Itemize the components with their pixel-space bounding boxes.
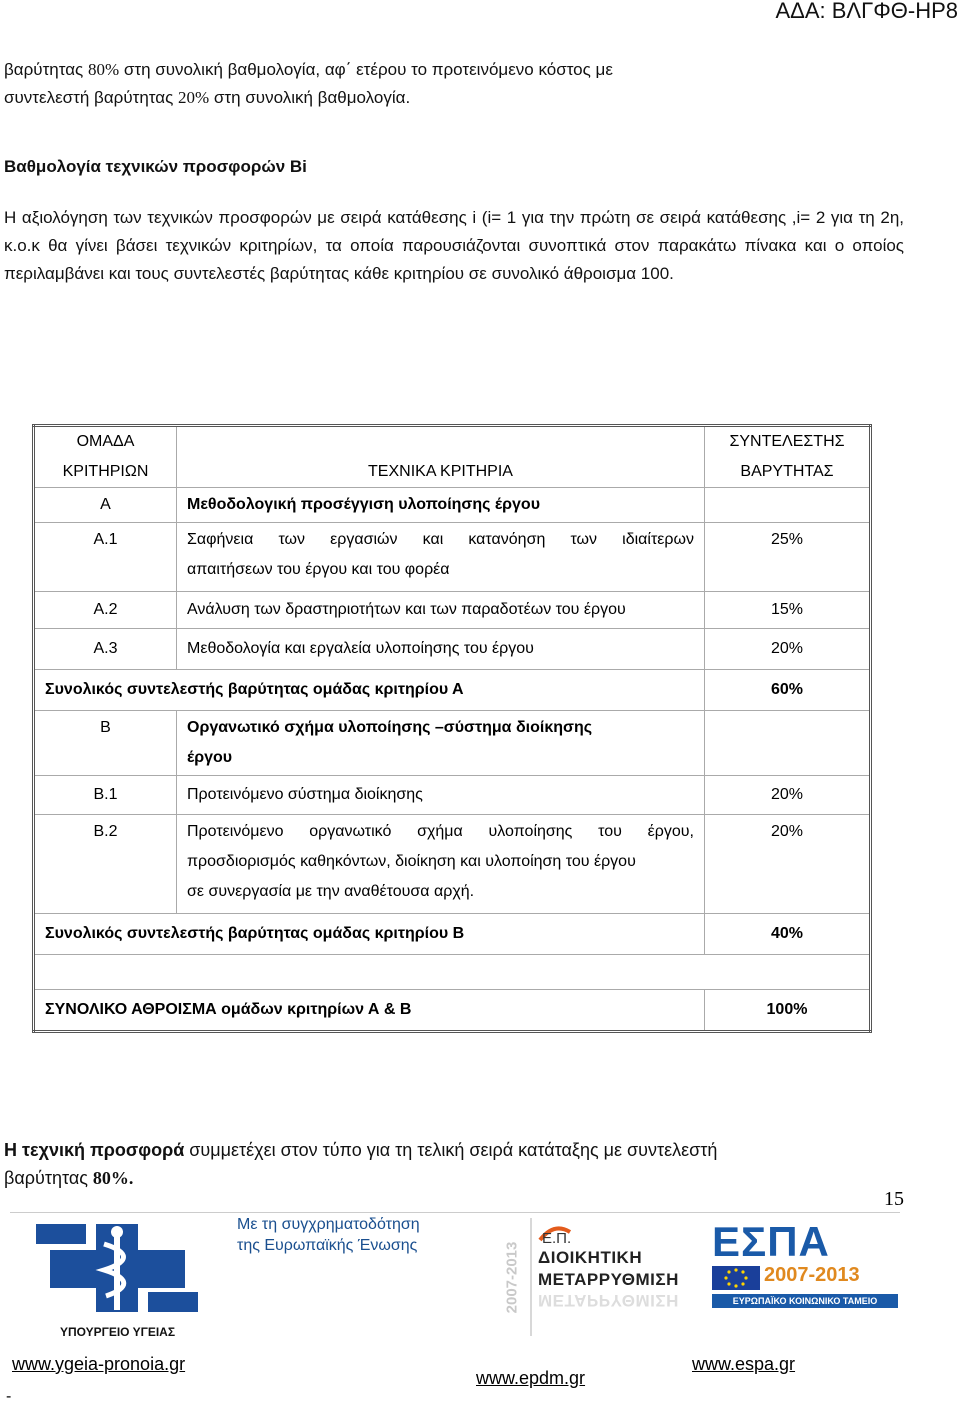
- section-paragraph: Η αξιολόγηση των τεχνικών προσφορών με σειρά κατάθεσης i (i= 1 για την πρώτη σε σειρά κατάθεσης ,i= 2 για τη 2η, κ.ο.κ θα γίνει βάσει τεχνικών κριτηρίων, τα οποία παρουσιάζονται συνοπτικά στον παρακάτω πίνακα και ο οποίος περιλαμβάνει και τους συντελεστές βαρύτητας κάθε κριτηρίου σε συνολικό άθροισμα 100.: [4, 208, 904, 283]
- group-a-row: [34, 488, 871, 523]
- group-total-row: [34, 670, 871, 711]
- intro-percent: 80%: [87, 60, 120, 79]
- espa-title: ΕΣΠΑ: [712, 1218, 830, 1265]
- criterion-text: Μεθοδολογία και εργαλεία υλοποίησης του έργου: [177, 629, 705, 670]
- group-total-row: [34, 914, 871, 955]
- spacer-row: [34, 955, 871, 990]
- ep-title-reflection: ΜΕΤΑΡΡΥΘΜΙΣΗ: [538, 1291, 679, 1310]
- health-cross-icon: [30, 1218, 205, 1318]
- outro-paragraph: Η τεχνική προσφορά συμμετέχει στον τύπο για τη τελική σειρά κατάταξης με συντελεστή βαρύτητας 80%.: [4, 1140, 718, 1188]
- espa-years: 2007-2013: [764, 1264, 860, 1286]
- footer-dash: -: [6, 1388, 12, 1405]
- grand-total-row: [34, 990, 871, 1032]
- header-weight: ΣΥΝΤΕΛΕΣΤΗΣ ΒΑΡΥΤΗΤΑΣ: [705, 426, 871, 488]
- criterion-weight: 25%: [705, 523, 871, 592]
- group-code: Α: [34, 488, 177, 523]
- link-ygeia[interactable]: www.ygeia-pronoia.gr: [12, 1354, 186, 1374]
- ep-title-line2: ΜΕΤΑΡΡΥΘΜΙΣΗ: [538, 1270, 679, 1289]
- page-number: 15: [884, 1188, 904, 1210]
- table-row: [34, 629, 871, 670]
- header-criteria: ΤΕΧΝΙΚΑ ΚΡΙΤΗΡΙΑ: [177, 426, 705, 488]
- criterion-code: Α.2: [34, 592, 177, 629]
- ep-reform-logo: [500, 1218, 690, 1338]
- group-title: Μεθοδολογική προσέγγιση υλοποίησης έργου: [177, 488, 705, 523]
- criterion-text: Προτεινόμενο οργανωτικό σχήμα υλοποίησης του έργου, προσδιορισμός καθηκόντων, διοίκηση και υλοποίηση του έργου σε συνεργασία με την αναθέτουσα αρχή.: [177, 815, 705, 914]
- criterion-text: Ανάλυση των δραστηριοτήτων και των παραδοτέων του έργου: [177, 592, 705, 629]
- header-group: ΟΜΑΔΑ ΚΡΙΤΗΡΙΩΝ: [34, 426, 177, 488]
- table-row: [34, 815, 871, 914]
- espa-subtitle: ΕΥΡΩΠΑΪΚΟ ΚΟΙΝΩΝΙΚΟ ΤΑΜΕΙΟ: [712, 1294, 898, 1308]
- group-total-weight: 40%: [705, 914, 871, 955]
- criterion-text: Σαφήνεια των εργασιών και κατανόηση των ιδιαίτερων απαιτήσεων του έργου και του φορέα: [177, 523, 705, 592]
- espa-logo: [712, 1220, 898, 1320]
- group-code: Β: [34, 711, 177, 776]
- ministry-label: ΥΠΟΥΡΓΕΙΟ ΥΓΕΙΑΣ: [59, 1325, 176, 1339]
- ministry-logo: [30, 1218, 205, 1339]
- group-total-weight: 60%: [705, 670, 871, 711]
- cofunding-text: Με τη συγχρηματοδότηση της Ευρωπαϊκής Ένωσης: [237, 1216, 420, 1254]
- intro-text: στη συνολική βαθμολογία.: [209, 88, 411, 107]
- group-total-label: Συνολικός συντελεστής βαρύτητας ομάδας κριτηρίου Β: [34, 914, 705, 955]
- group-b-row: [34, 711, 871, 776]
- section-heading: Βαθμολογία τεχνικών προσφορών Βi: [4, 157, 307, 176]
- intro-paragraph: [4, 56, 904, 112]
- group-total-label: Συνολικός συντελεστής βαρύτητας ομάδας κριτηρίου Α: [34, 670, 705, 711]
- table-row: [34, 592, 871, 629]
- criterion-code: Α.3: [34, 629, 177, 670]
- link-espa[interactable]: www.espa.gr: [692, 1354, 796, 1374]
- link-epdm[interactable]: www.epdm.gr: [476, 1368, 586, 1388]
- ep-label: Ε.Π.: [542, 1230, 572, 1247]
- intro-text: συντελεστή βαρύτητας: [4, 88, 179, 107]
- criterion-text: Προτεινόμενο σύστημα διοίκησης: [177, 776, 705, 815]
- group-title: Οργανωτικό σχήμα υλοποίησης –σύστημα διοίκησης έργου: [177, 711, 705, 776]
- table-row: [34, 776, 871, 815]
- criterion-code: Α.1: [34, 523, 177, 592]
- criterion-weight: 20%: [705, 815, 871, 914]
- criterion-code: Β.1: [34, 776, 177, 815]
- table-row: [34, 523, 871, 592]
- criterion-weight: 15%: [705, 592, 871, 629]
- intro-text: βαρύτητας: [4, 60, 88, 79]
- ep-years-label: 2007-2013: [503, 1241, 521, 1313]
- table-header-row: [34, 426, 871, 488]
- footer-divider: [10, 1212, 900, 1213]
- eu-flag-icon: [712, 1266, 760, 1290]
- intro-percent: 20%: [178, 88, 210, 107]
- intro-text: στη συνολική βαθμολογία, αφ΄ ετέρου το προτεινόμενο κόστος με: [119, 60, 613, 79]
- grand-total-weight: 100%: [705, 990, 871, 1032]
- ep-title-line1: ΔΙΟΙΚΗΤΙΚΗ: [538, 1248, 643, 1267]
- criteria-table: [32, 424, 872, 1033]
- grand-total-label: ΣΥΝΟΛΙΚΟ ΑΘΡΟΙΣΜΑ ομάδων κριτηρίων Α & Β: [34, 990, 705, 1032]
- criterion-code: Β.2: [34, 815, 177, 914]
- criterion-weight: 20%: [705, 629, 871, 670]
- ada-code: ΑΔΑ: ΒΛΓΦΘ-ΗΡ8: [775, 0, 958, 23]
- criterion-weight: 20%: [705, 776, 871, 815]
